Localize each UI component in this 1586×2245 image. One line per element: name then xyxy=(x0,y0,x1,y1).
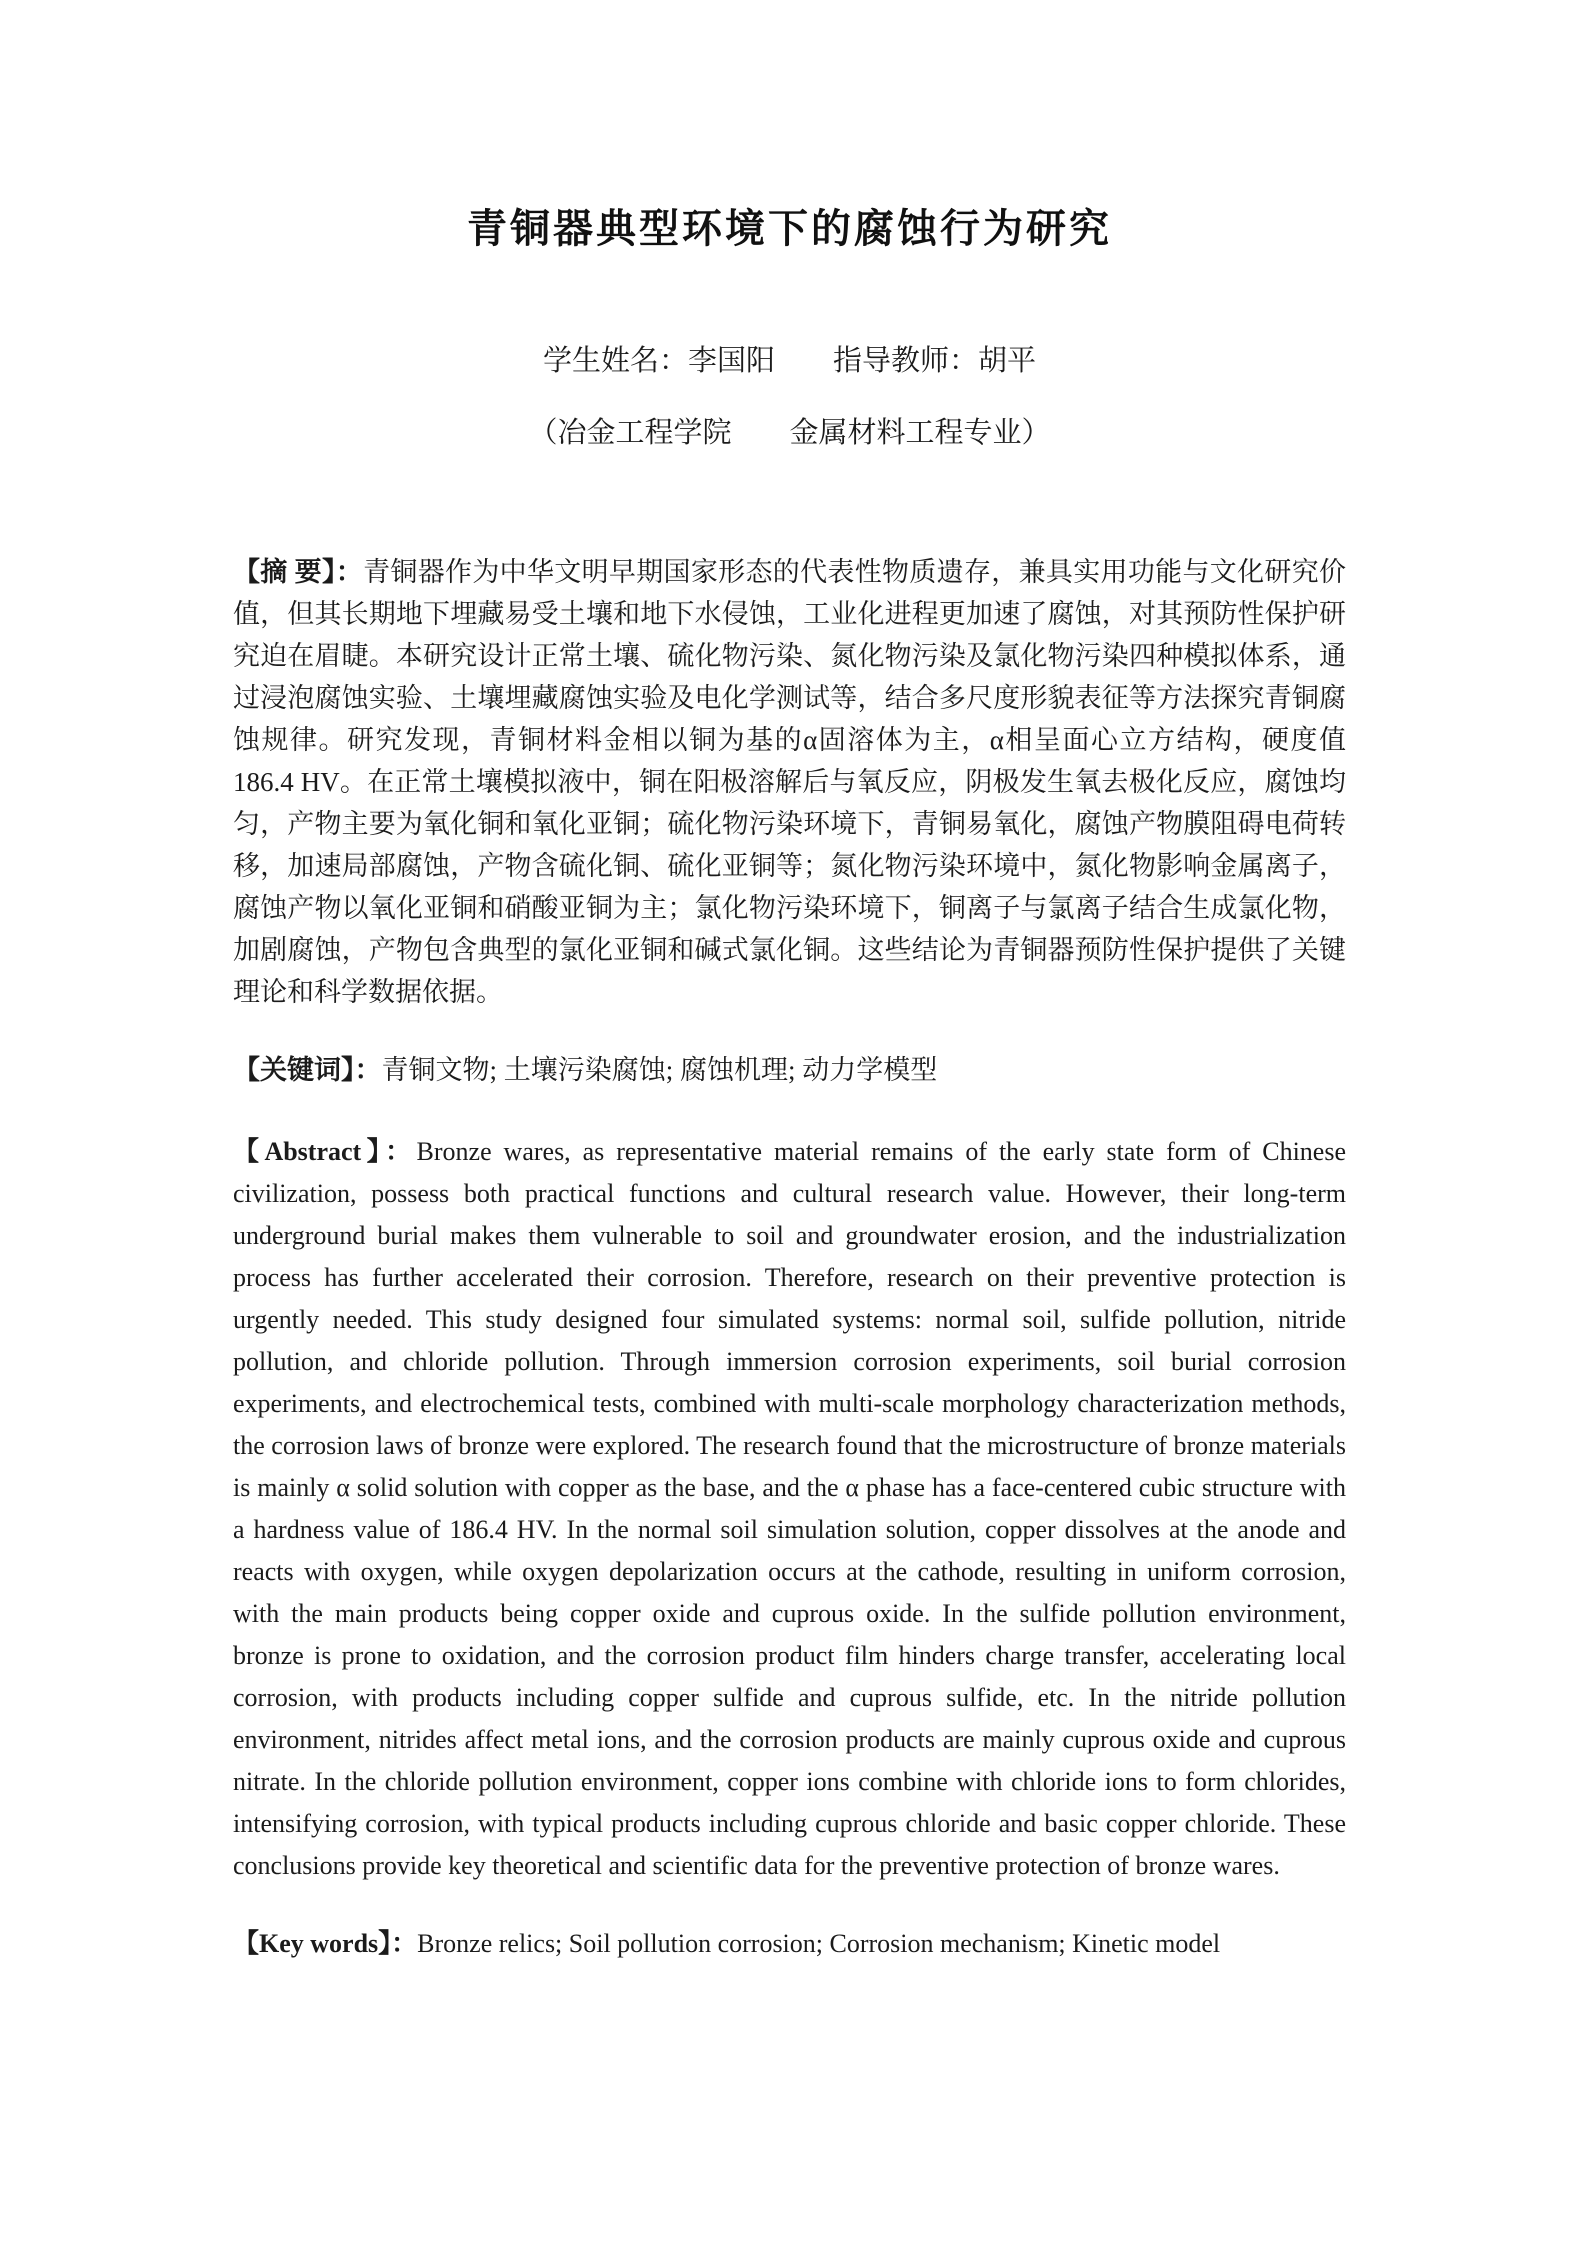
keywords-en-label: 【Key words】： xyxy=(233,1929,418,1958)
abstract-en-text: Bronze wares, as representative material remains of the early state form of Chinese civilization, possess both practical functions and cultural research value. However, their long-term underground burial makes them vulnerable to soil and groundwater erosion, and the industrialization process has further accelerated their corrosion. Therefore, research on their preventive protection is urgently needed. This study designed four simulated systems: normal soil, sulfide pollution, nitride pollution, and chloride pollution. Through immersion corrosion experiments, soil burial corrosion experiments, and electrochemical tests, combined with multi-scale morphology characterization methods, the corrosion laws of bronze were explored. The research found that the microstructure of bronze materials is mainly α solid solution with copper as the base, and the α phase has a face-centered cubic structure with a hardness value of 186.4 HV. In the normal soil simulation solution, copper dissolves at the anode and reacts with oxygen, while oxygen depolarization occurs at the cathode, resulting in uniform corrosion, with the main products being copper oxide and cuprous oxide. In the sulfide pollution environment, bronze is prone to oxidation, and the corrosion product film hinders charge transfer, accelerating local corrosion, with products including copper sulfide and cuprous sulfide, etc. In the nitride pollution environment, nitrides affect metal ions, and the corrosion products are mainly cuprous oxide and cuprous nitrate. In the chloride pollution environment, copper ions combine with chloride ions to form chlorides, intensifying corrosion, with typical products including cuprous chloride and basic copper chloride. These conclusions provide key theoretical and scientific data for the preventive protection of bronze wares. xyxy=(233,1137,1346,1880)
keywords-cn-text: 青铜文物; 土壤污染腐蚀; 腐蚀机理; 动力学模型 xyxy=(381,1055,938,1085)
keywords-cn-label: 【关键词】： xyxy=(233,1055,382,1085)
paper-title: 青铜器典型环境下的腐蚀行为研究 xyxy=(467,207,1112,251)
student-name-label: 学生姓名： xyxy=(542,345,688,377)
affiliation xyxy=(233,415,1346,451)
keywords-cn-line xyxy=(233,1049,1346,1091)
abstract-cn-text: 青铜器作为中华文明早期国家形态的代表性物质遗存，兼具实用功能与文化研究价值，但其长期地下埋藏易受土壤和地下水侵蚀，工业化进程更加速了腐蚀，对其预防性保护研究迫在眉睫。本研究设计正常土壤、硫化物污染、氮化物污染及氯化物污染四种模拟体系，通过浸泡腐蚀实验、土壤埋藏腐蚀实验及电化学测试等，结合多尺度形貌表征等方法探究青铜腐蚀规律。研究发现，青铜材料金相以铜为基的α固溶体为主，α相呈面心立方结构，硬度值 186.4 HV。在正常土壤模拟液中，铜在阳极溶解后与氧反应，阴极发生氧去极化反应，腐蚀均匀，产物主要为氧化铜和氧化亚铜；硫化物污染环境下，青铜易氧化，腐蚀产物膜阻碍电荷转移，加速局部腐蚀，产物含硫化铜、硫化亚铜等；氮化物污染环境中，氮化物影响金属离子，腐蚀产物以氧化亚铜和硝酸亚铜为主；氯化物污染环境下，铜离子与氯离子结合生成氯化物，加剧腐蚀，产物包含典型的氯化亚铜和碱式氯化铜。这些结论为青铜器预防性保护提供了关键理论和科学数据依据。 xyxy=(233,557,1347,1007)
abstract-cn-paragraph xyxy=(233,551,1346,1013)
abstract-en-label: 【Abstract】： xyxy=(233,1137,417,1166)
advisor-name: 胡平 xyxy=(978,345,1037,377)
affiliation-college: （冶金工程学院 xyxy=(528,417,732,449)
abstract-en-paragraph xyxy=(233,1131,1346,1887)
keywords-en-line xyxy=(233,1923,1346,1965)
abstract-cn-label: 【摘 要】： xyxy=(233,557,364,587)
affiliation-major: 金属材料工程专业） xyxy=(789,417,1051,449)
advisor-label: 指导教师： xyxy=(833,345,979,377)
keywords-en-text: Bronze relics; Soil pollution corrosion; Corrosion mechanism; Kinetic model xyxy=(417,1929,1221,1958)
byline xyxy=(233,343,1346,379)
student-name: 李国阳 xyxy=(687,345,775,377)
